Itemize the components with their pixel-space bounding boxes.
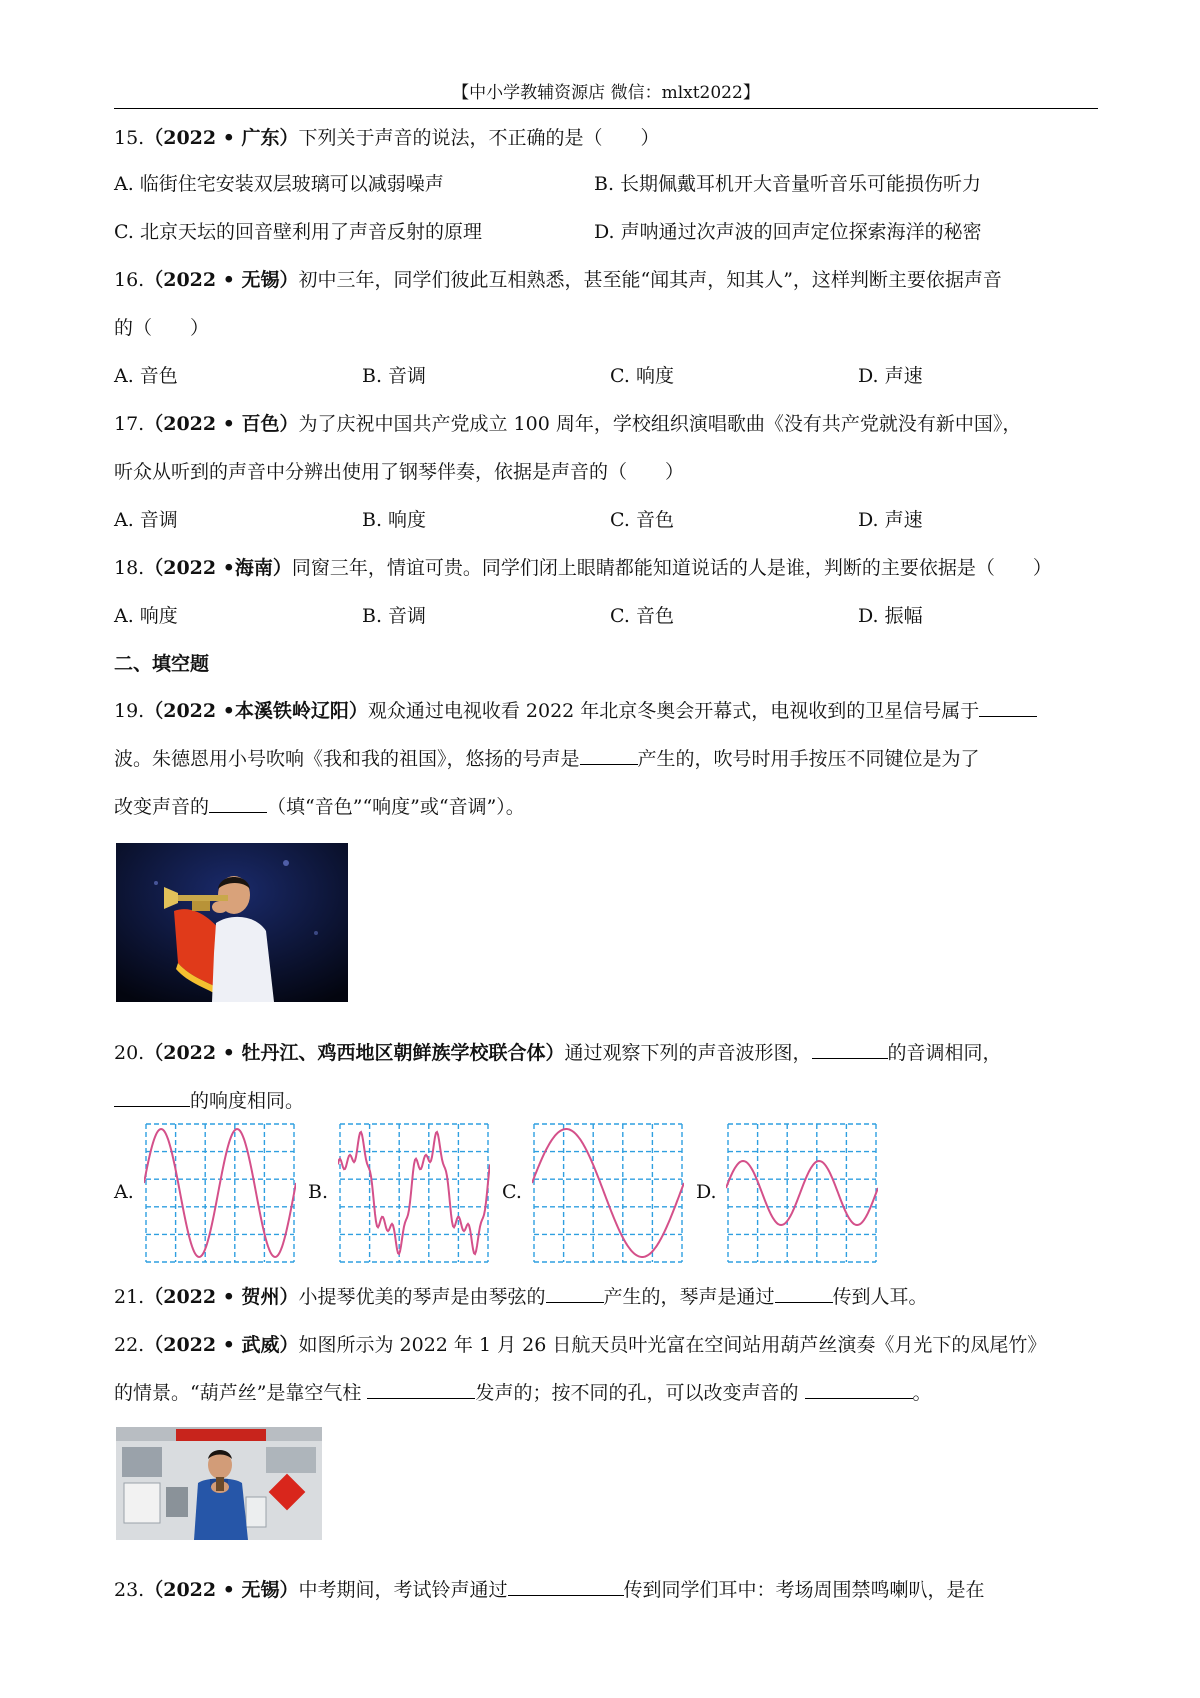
question-number: 19. [114,700,145,722]
question-stem: 为了庆祝中国共产党成立 100 周年，学校组织演唱歌曲《没有共产党就没有新中国》， [298,413,1022,435]
question-text: 。 [912,1382,932,1404]
question-19 [114,697,1104,725]
question-number: 23. [114,1579,145,1601]
question-19-cont [114,745,1104,773]
question-text: 产生的，吹号时用手按压不同键位是为了 [637,748,980,770]
question-text: 的响度相同。 [190,1090,305,1112]
question-number: 17. [114,413,145,435]
question-number: 21. [114,1286,145,1308]
waveform-grid [146,1124,294,1262]
waveform-b-label: B. [308,1181,329,1203]
question-20-cont [114,1087,1104,1115]
option-c: C. 音色 [610,605,674,627]
question-source: （2022 • 广东） [144,127,299,149]
answer-blank[interactable] [812,1040,888,1059]
question-text: 产生的，琴声是通过 [603,1286,775,1308]
option-b: B. 响度 [362,509,427,531]
question-text: 改变声音的 [114,796,210,818]
answer-blank[interactable] [367,1380,475,1399]
question-stem: 下列关于声音的说法，不正确的是（ ） [298,127,660,149]
answer-blank[interactable] [775,1284,833,1303]
waveform-c-curve [532,1129,684,1257]
option-c: C. 响度 [610,365,674,387]
question-number: 15. [114,127,145,149]
question-stem: 初中三年，同学们彼此互相熟悉，甚至能“闻其声，知其人”，这样判断主要依据声音 [298,269,1002,291]
question-15 [114,124,1104,152]
waveform-a-label: A. [114,1181,134,1203]
option-d: D. 声速 [858,365,923,387]
option-d: D. 振幅 [858,605,923,627]
question-text: 小提琴优美的琴声是由琴弦的 [298,1286,546,1308]
waveform-b [338,1122,490,1264]
question-source: （2022 •海南） [144,557,292,579]
question-20 [114,1039,1104,1067]
answer-blank[interactable] [979,698,1037,717]
question-text: 的情景。“葫芦丝”是靠空气柱 [114,1382,368,1404]
question-23 [114,1576,1104,1604]
question-source: （2022 • 无锡） [144,1579,299,1601]
option-b: B. 长期佩戴耳机开大音量听音乐可能损伤听力 [594,173,982,195]
answer-blank[interactable] [580,746,638,765]
space-station-photo [116,1427,322,1540]
waveform-d-label: D. [696,1181,717,1203]
answer-blank[interactable] [546,1284,604,1303]
answer-blank[interactable] [508,1577,624,1596]
waveform-grid [340,1124,488,1262]
question-text: 传到人耳。 [832,1286,928,1308]
trumpet-player-illustration [116,843,348,1002]
waveform-grid [728,1124,876,1262]
option-c: C. 北京天坛的回音壁利用了声音反射的原理 [114,221,482,243]
question-text: 如图所示为 2022 年 1 月 26 日航天员叶光富在空间站用葫芦丝演奏《月光下的凤尾竹》 [298,1334,1047,1356]
question-stem: 同窗三年，情谊可贵。同学们闭上眼睛都能知道说话的人是谁，判断的主要依据是（ ） [291,557,1052,579]
waveform-c-label: C. [502,1181,522,1203]
question-text: 传到同学们耳中：考场周围禁鸣喇叭，是在 [623,1579,985,1601]
page-header: 【中小学教辅资源店 微信：mlxt2022】 [114,82,1098,109]
question-17-cont: 听众从听到的声音中分辨出使用了钢琴伴奏，依据是声音的（ ） [114,461,685,483]
question-text: 中考期间，考试铃声通过 [298,1579,508,1601]
astronaut-illustration [116,1427,322,1540]
option-b: B. 音调 [362,605,427,627]
question-17 [114,410,1104,438]
question-source: （2022 • 牡丹江、鸡西地区朝鲜族学校联合体） [144,1042,565,1064]
question-text: 的音调相同， [887,1042,1002,1064]
option-d: D. 声速 [858,509,923,531]
question-19-cont [114,793,1104,821]
option-c: C. 音色 [610,509,674,531]
question-21 [114,1283,1104,1311]
question-source: （2022 • 贺州） [144,1286,299,1308]
trumpet-player-photo [116,843,348,1002]
question-number: 16. [114,269,145,291]
question-22 [114,1331,1104,1359]
question-16 [114,266,1104,294]
question-text: 通过观察下列的声音波形图， [564,1042,812,1064]
question-18 [114,554,1104,582]
option-a: A. 响度 [114,605,178,627]
question-text: 发声的；按不同的孔，可以改变声音的 [475,1382,805,1404]
question-number: 22. [114,1334,145,1356]
question-number: 18. [114,557,145,579]
answer-blank[interactable] [209,794,267,813]
question-stem: 观众通过电视收看 2022 年北京冬奥会开幕式，电视收到的卫星信号属于 [367,700,980,722]
option-a: A. 临街住宅安装双层玻璃可以减弱噪声 [114,173,444,195]
question-source: （2022 • 武威） [144,1334,299,1356]
option-d: D. 声呐通过次声波的回声定位探索海洋的秘密 [594,221,982,243]
waveform-b-curve [338,1132,490,1254]
question-source: （2022 • 百色） [144,413,299,435]
question-text: （填“音色”“响度”或“音调”）。 [267,796,525,818]
waveform-a [144,1122,296,1264]
waveform-d [726,1122,878,1264]
waveform-d-curve [726,1161,878,1225]
option-b: B. 音调 [362,365,427,387]
waveform-a-curve [144,1129,296,1257]
option-a: A. 音色 [114,365,178,387]
question-source: （2022 • 无锡） [144,269,299,291]
answer-blank[interactable] [805,1380,913,1399]
question-22-cont [114,1379,1104,1407]
question-source: （2022 •本溪铁岭辽阳） [144,700,368,722]
option-a: A. 音调 [114,509,178,531]
section-title: 二、填空题 [114,653,210,675]
answer-blank[interactable] [114,1088,190,1107]
question-number: 20. [114,1042,145,1064]
waveform-c [532,1122,684,1264]
question-16-cont: 的（ ） [114,317,210,339]
question-text: 波。朱德恩用小号吹响《我和我的祖国》，悠扬的号声是 [114,748,580,770]
